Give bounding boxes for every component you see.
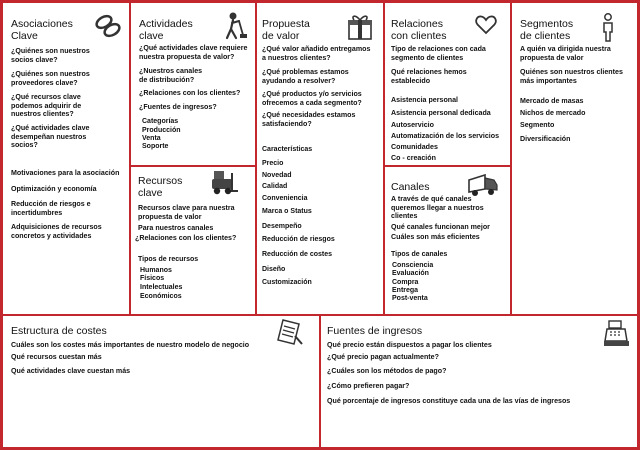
partners-question-1: ¿Quiénes son nuestros socios clave? (11, 47, 90, 64)
channels-question-2: Qué canales funcionan mejor (391, 223, 490, 231)
key-activities-title-line1: Actividades (139, 18, 193, 30)
key-resources-title-line1: Recursos (138, 175, 183, 187)
costs-question-3: Qué actividades clave cuestan más (11, 367, 131, 375)
partners-question-4: ¿Qué actividades clave desempeñan nuestros socios? (11, 124, 90, 150)
customer-segments-title (520, 18, 573, 42)
chain-link-icon (93, 13, 123, 39)
key-activities-block (131, 3, 255, 165)
value-design: Diseño (262, 266, 286, 273)
resources-physical: Físicos (140, 275, 165, 282)
key-resources-title (138, 175, 182, 199)
relationships-question-2: Qué relaciones hemos establecido (391, 68, 467, 85)
receipt-icon (275, 318, 305, 348)
relationships-question-1: Tipo de relaciones con cada segmento de clientes (391, 45, 486, 62)
segments-question-1: A quién va dirigida nuestra propuesta de valor (520, 45, 611, 62)
relationships-personal-assistance: Asistencia personal (391, 96, 459, 104)
revenue-streams-block (321, 316, 637, 447)
costs-question-1: Cuáles son los costes más importantes de nuestro modelo de negocio (11, 341, 250, 349)
activities-question-2: ¿Nuestros canales de distribución? (139, 67, 203, 84)
channels-evaluation: Evaluación (392, 270, 429, 277)
resources-question-3: ¿Relaciones con los clientes? (135, 234, 237, 242)
value-proposition-title (262, 18, 310, 42)
channels-question-1: A través de qué canales queremos llegar a nuestros clientes (391, 195, 484, 221)
partners-item-acquisitions: Adquisiciones de recursos concretos y actividades (11, 223, 102, 240)
channels-delivery: Entrega (392, 287, 419, 294)
revenue-question-4: ¿Cómo prefieren pagar? (327, 382, 410, 390)
forklift-icon (210, 169, 240, 197)
relationships-self-service: Autoservicio (391, 121, 434, 129)
activities-sales: Venta (142, 135, 161, 142)
revenue-streams-title (327, 325, 422, 337)
activities-question-1: ¿Qué actividades clave requiere nuestra propuesta de valor? (139, 44, 248, 61)
channels-title (391, 181, 430, 193)
key-partners-title-line1: Asociaciones (11, 18, 73, 30)
relationships-dedicated-assistance: Asistencia personal dedicada (391, 109, 491, 117)
cost-structure-title (11, 325, 107, 337)
key-partners-title-line2: Clave (11, 30, 38, 42)
resources-economic: Económicos (140, 293, 182, 300)
key-resources-title-line2: clave (138, 187, 163, 199)
cost-structure-block (3, 316, 319, 447)
value-convenience: Conveniencia (262, 195, 308, 202)
channels-awareness: Consciencia (392, 262, 434, 269)
value-proposition-title-line2: de valor (262, 30, 300, 42)
value-brand: Marca o Status (262, 208, 312, 215)
value-customization: Customización (262, 279, 312, 286)
value-novelty: Novedad (262, 172, 292, 179)
customer-relationships-title-line1: Relaciones (391, 18, 443, 30)
relationships-communities: Comunidades (391, 143, 438, 151)
partners-item-risk: Reducción de riesgos e incertidumbres (11, 200, 91, 217)
resources-intellectual: Intelectuales (140, 284, 183, 291)
activities-support: Soporte (142, 143, 169, 150)
customer-relationships-title-line2: con clientes (391, 30, 447, 42)
gift-icon (346, 13, 374, 41)
costs-question-2: Qué recursos cuestan más (11, 353, 102, 361)
channels-types-heading: Tipos de canales (391, 251, 448, 258)
worker-icon (221, 11, 249, 41)
channels-question-3: Cuáles son más eficientes (391, 233, 480, 241)
segments-question-2: Quiénes son nuestros clientes más importantes (520, 68, 623, 85)
revenue-question-2: ¿Qué precio pagan actualmente? (327, 353, 439, 361)
revenue-question-3: ¿Cuáles son los métodos de pago? (327, 367, 447, 375)
value-question-2: ¿Qué problemas estamos ayudando a resolver? (262, 68, 349, 85)
resources-question-1: Recursos clave para nuestra propuesta de valor (138, 204, 235, 221)
segments-segment: Segmento (520, 121, 555, 129)
value-question-1: ¿Qué valor añadido entregamos a nuestros clientes? (262, 45, 371, 62)
key-activities-title-line2: clave (139, 30, 164, 42)
customer-relationships-title (391, 18, 446, 42)
activities-question-4: ¿Fuentes de ingresos? (139, 103, 217, 111)
relationships-automation: Automatización de los servicios (391, 132, 500, 140)
partners-question-2: ¿Quiénes son nuestros proveedores clave? (11, 70, 90, 87)
partners-item-motivations: Motivaciones para la asociación (11, 169, 120, 177)
activities-question-3: ¿Relaciones con los clientes? (139, 89, 241, 97)
cash-register-icon (603, 319, 631, 349)
customer-segments-title-line1: Segmentos (520, 18, 574, 30)
value-performance: Desempeño (262, 223, 302, 230)
channels-post-sale: Post-venta (392, 295, 428, 302)
segments-mass-market: Mercado de masas (520, 97, 584, 105)
key-activities-title (139, 18, 193, 42)
customer-relationships-block (385, 3, 510, 165)
resources-human: Humanos (140, 267, 172, 274)
resources-question-2: Para nuestros canales (138, 224, 214, 232)
segments-diversification: Diversificación (520, 135, 571, 143)
value-proposition-title-line1: Propuesta (262, 18, 310, 30)
segments-niche-market: Nichos de mercado (520, 109, 586, 117)
activities-production: Producción (142, 127, 181, 134)
partners-item-optimization: Optimización y economía (11, 185, 97, 193)
value-quality: Calidad (262, 183, 288, 190)
value-proposition-block (257, 3, 383, 314)
customer-segments-title-line2: de clientes (520, 30, 571, 42)
channels-purchase: Compra (392, 279, 419, 286)
value-characteristics: Características (262, 146, 313, 153)
value-price: Precio (262, 160, 284, 167)
heart-icon (475, 15, 497, 35)
channels-block (385, 167, 510, 314)
revenue-question-1: Qué precio están dispuestos a pagar los clientes (327, 341, 492, 349)
activities-categories: Categorías (142, 118, 179, 125)
resources-types-heading: Tipos de recursos (138, 256, 199, 263)
cost-structure-title-text: Estructura de costes (11, 325, 107, 337)
relationships-co-creation: Co - creación (391, 154, 436, 162)
key-partners-title (11, 18, 73, 42)
person-icon (601, 13, 615, 43)
key-partners-block (3, 3, 129, 314)
value-question-4: ¿Qué necesidades estamos satisfaciendo? (262, 111, 356, 128)
value-cost-reduction: Reducción de costes (262, 251, 333, 258)
partners-question-3: ¿Qué recursos clave podemos adquirir de nuestros clientes? (11, 93, 82, 119)
value-risk-reduction: Reducción de riesgos (262, 236, 335, 243)
revenue-question-5: Qué porcentaje de ingresos constituye cada una de las vías de ingresos (327, 397, 571, 405)
revenue-streams-title-text: Fuentes de ingresos (327, 325, 423, 337)
customer-segments-block (512, 3, 637, 314)
channels-title-text: Canales (391, 181, 430, 193)
key-resources-block (131, 167, 255, 314)
value-question-3: ¿Qué productos y/o servicios ofrecemos a cada segmento? (262, 90, 362, 107)
